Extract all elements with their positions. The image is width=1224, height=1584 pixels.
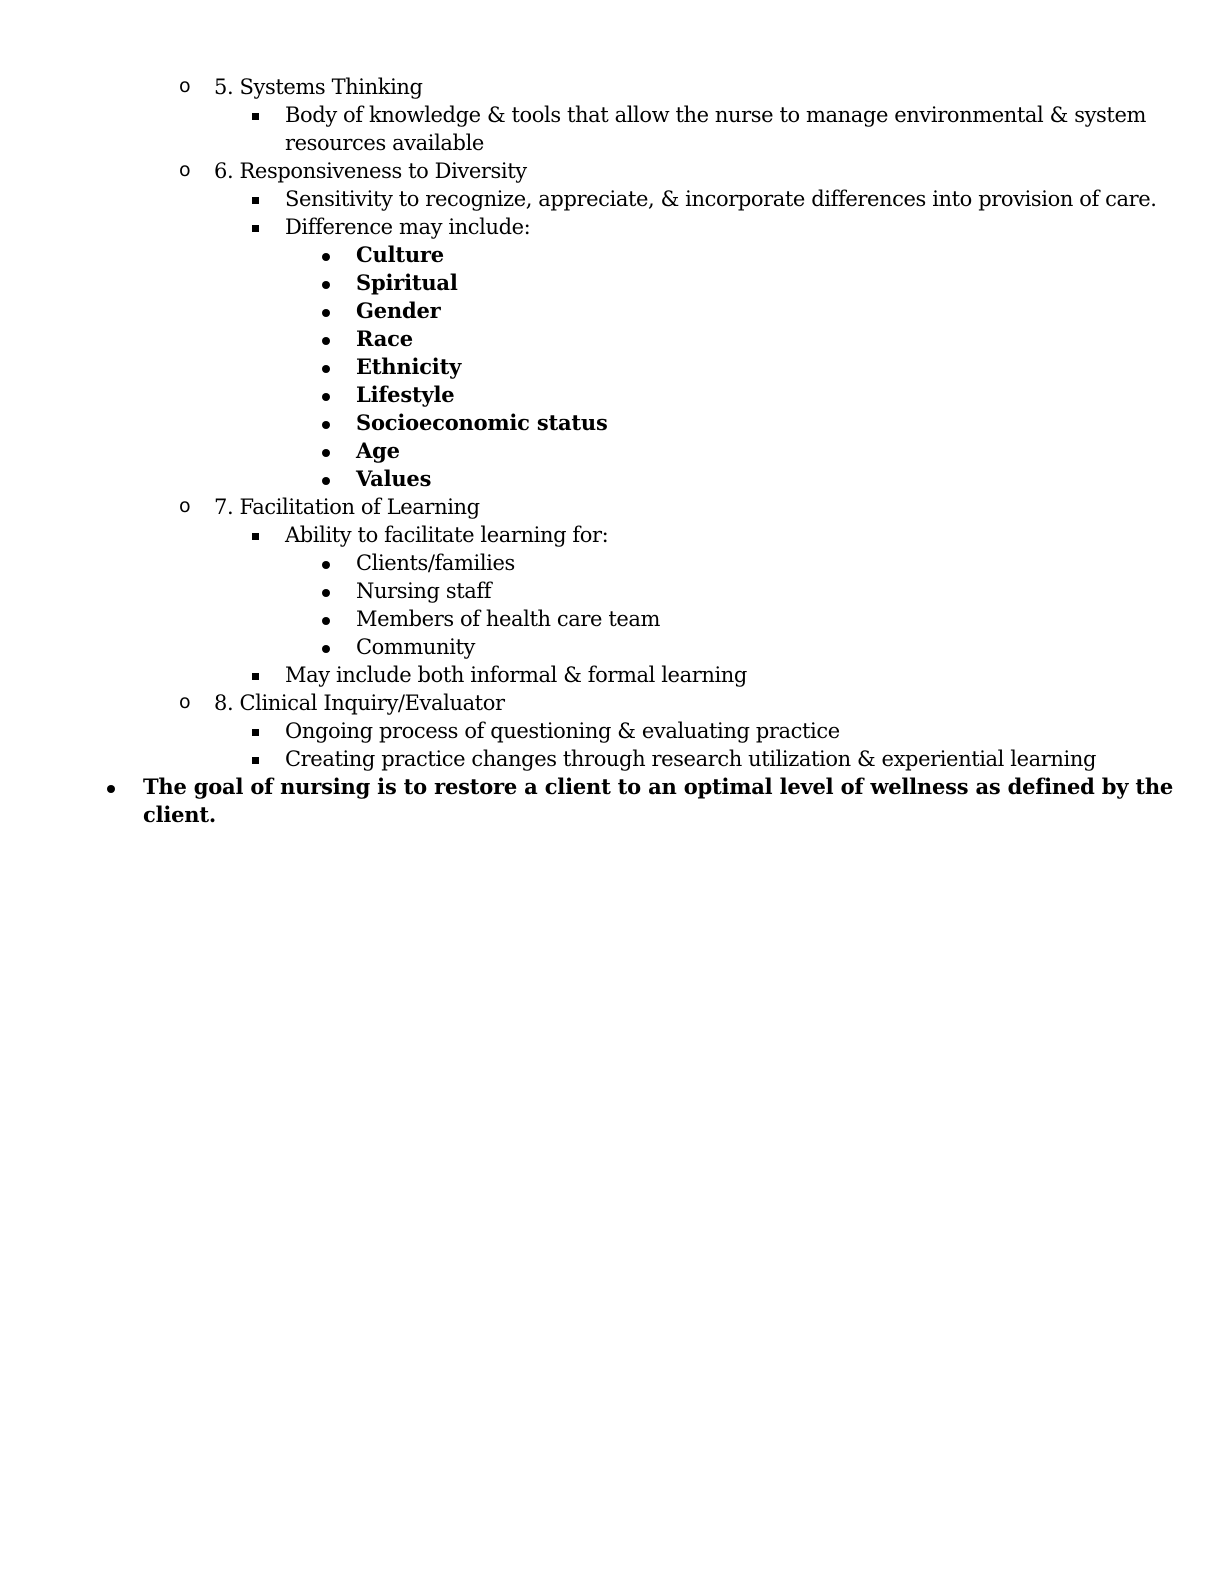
outline-item-level-4: Lifestyle xyxy=(356,382,455,407)
circle-bullet-icon: o xyxy=(179,159,191,181)
dot-bullet-icon xyxy=(107,785,115,793)
outline-item-level-4: Culture xyxy=(356,242,444,267)
outline-item-level-4: Socioeconomic status xyxy=(356,410,608,435)
outline-item-level-2: 8. Clinical Inquiry/Evaluator xyxy=(214,691,505,715)
dot-bullet-icon xyxy=(322,365,330,373)
square-bullet-icon xyxy=(252,533,259,540)
dot-bullet-icon xyxy=(322,589,330,597)
outline-item-level-3: resources available xyxy=(285,131,484,155)
dot-bullet-icon xyxy=(322,477,330,485)
outline-item-level-4: Gender xyxy=(356,298,441,323)
outline-item-level-3: Creating practice changes through research utilization & experiential learning xyxy=(285,747,1096,771)
outline-item-level-4: Values xyxy=(356,466,432,491)
outline-item-level-3: May include both informal & formal learning xyxy=(285,663,747,687)
square-bullet-icon xyxy=(252,113,259,120)
circle-bullet-icon: o xyxy=(179,75,191,97)
outline-item-level-3: Ability to facilitate learning for: xyxy=(285,523,609,547)
dot-bullet-icon xyxy=(322,645,330,653)
outline-item-level-3: Body of knowledge & tools that allow the nurse to manage environmental & system xyxy=(285,103,1146,127)
outline-item-level-3: Sensitivity to recognize, appreciate, & incorporate differences into provision of care. xyxy=(285,187,1157,211)
dot-bullet-icon xyxy=(322,421,330,429)
outline-item-level-4: Ethnicity xyxy=(356,354,462,379)
square-bullet-icon xyxy=(252,757,259,764)
outline-item-level-4: Clients/families xyxy=(356,551,515,575)
outline-item-level-2: 6. Responsiveness to Diversity xyxy=(214,159,527,183)
square-bullet-icon xyxy=(252,197,259,204)
square-bullet-icon xyxy=(252,673,259,680)
outline-item-level-4: Spiritual xyxy=(356,270,458,295)
dot-bullet-icon xyxy=(322,309,330,317)
outline-item-level-4: Race xyxy=(356,326,413,351)
outline-item-level-4: Members of health care team xyxy=(356,607,661,631)
outline-item-level-4: Nursing staff xyxy=(356,579,492,603)
outline-item-level-2: 7. Facilitation of Learning xyxy=(214,495,480,519)
dot-bullet-icon xyxy=(322,449,330,457)
outline-item-level-4: Age xyxy=(356,438,400,463)
outline-item-level-1: The goal of nursing is to restore a client to an optimal level of wellness as defined by the xyxy=(143,774,1174,799)
outline-item-level-4: Community xyxy=(356,635,476,659)
square-bullet-icon xyxy=(252,729,259,736)
circle-bullet-icon: o xyxy=(179,691,191,713)
dot-bullet-icon xyxy=(322,253,330,261)
dot-bullet-icon xyxy=(322,617,330,625)
outline-item-level-3: Ongoing process of questioning & evaluating practice xyxy=(285,719,840,743)
outline-item-level-2: 5. Systems Thinking xyxy=(214,75,423,99)
square-bullet-icon xyxy=(252,225,259,232)
outline-item-level-1: client. xyxy=(143,802,216,827)
dot-bullet-icon xyxy=(322,561,330,569)
dot-bullet-icon xyxy=(322,393,330,401)
dot-bullet-icon xyxy=(322,281,330,289)
circle-bullet-icon: o xyxy=(179,495,191,517)
outline-item-level-3: Difference may include: xyxy=(285,215,531,239)
dot-bullet-icon xyxy=(322,337,330,345)
